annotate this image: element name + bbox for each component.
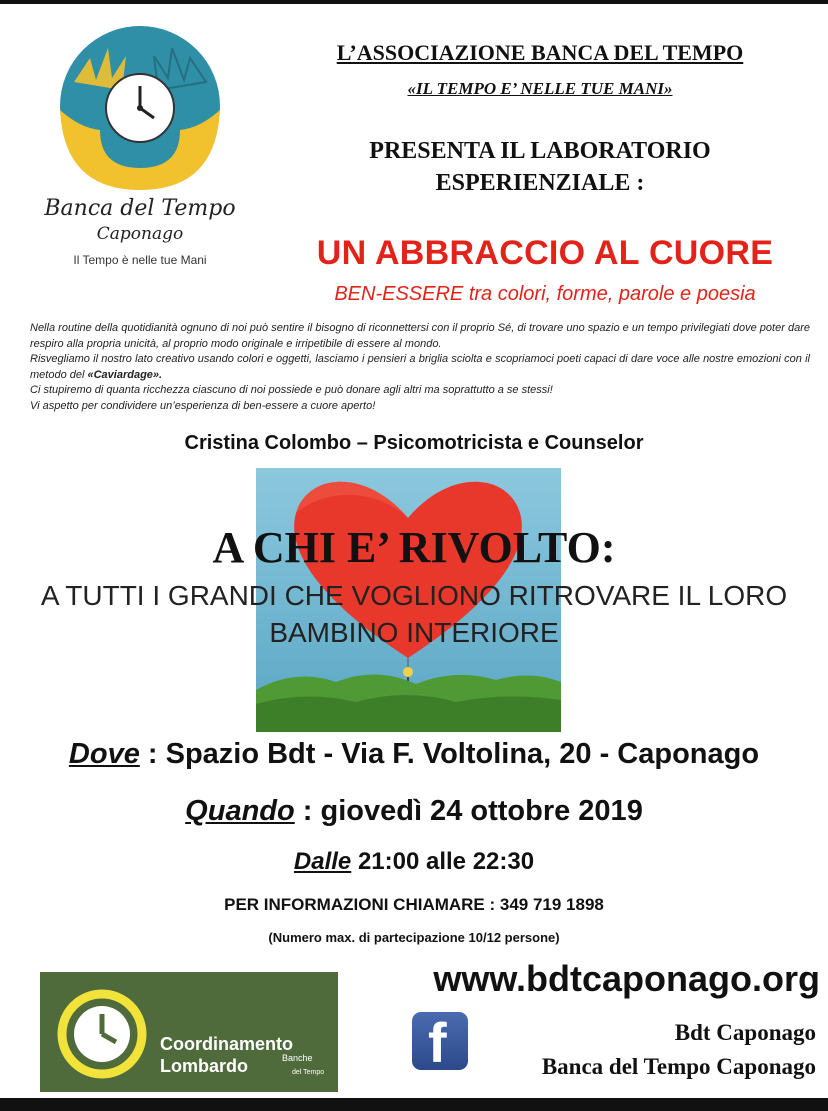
target-audience-line: A TUTTI I GRANDI CHE VOGLIONO RITROVARE IL LORO [40,580,788,611]
location-info [0,738,828,771]
time-info [0,848,828,876]
presents-heading: PRESENTA IL LABORATORIO [369,138,711,164]
where-value: : Spazio Bdt - Via F. Voltolina, 20 - Caponago [139,738,760,770]
facebook-icon[interactable] [412,1011,468,1074]
caviardage-term: «Caviardage». [87,368,163,381]
facebook-letter: f [428,1011,447,1074]
description-paragraph: Ci stupiremo di quanta ricchezza ciascuno di noi possiede e può donare agli altri ma soprattutto a se stessi! [30,384,553,396]
lab-type-heading: ESPERIENZIALE : [435,170,645,196]
description-text: Risvegliamo il nostro lato creativo usando colori e oggetti, lasciamo i pensieri a briglia sciolta e scopriamoci poeti capaci di dare voce alle nostre emozioni con il metodo del [30,353,810,381]
where-label: Dove [68,738,140,770]
coord-small-text: Banche [282,1053,313,1063]
event-description [30,321,810,414]
coord-text: Lombardo [160,1056,248,1076]
facilitator-name: Cristina Colombo – Psicomotricista e Counselor [184,432,644,454]
description-paragraph: Nella routine della quotidianità ognuno di noi può sentire il bisogno di riconnettersi con il proprio Sé, di trovare uno spazio e un tempo privilegiati dove poter dare respiro alla propria unicità, al proprio modo originale e irripetibile di essere al mondo. [30,322,810,350]
date-info [0,795,828,828]
description-paragraph: Vi aspetto per condividere un’esperienza di ben-essere a cuore aperto! [30,399,376,412]
association-heading: L’ASSOCIAZIONE BANCA DEL TEMPO [336,40,744,65]
facebook-page-name: Bdt Caponago [674,1020,816,1045]
max-participants: (Numero max. di partecipazione 10/12 persone) [268,930,560,945]
when-value: : giovedì 24 ottobre 2019 [294,795,643,827]
hands-clock-icon [30,18,250,198]
clock-icon [52,982,152,1082]
target-heading: A CHI E’ RIVOLTO: [212,523,616,572]
event-subtitle: BEN-ESSERE tra colori, forme, parole e poesia [334,283,756,305]
logo-town: Caponago [96,224,184,244]
association-motto: «IL TEMPO E’ NELLE TUE MANI» [407,79,673,98]
logo-name: Banca del Tempo [44,196,236,221]
top-border [0,0,828,4]
banca-del-tempo-logo [30,18,250,288]
description-paragraph [30,352,810,383]
contact-phone: PER INFORMAZIONI CHIAMARE : 349 719 1898 [224,895,604,914]
time-label: Dalle [293,848,352,875]
coord-small-text: del Tempo [292,1069,325,1076]
coordinamento-lombardo-logo [40,972,338,1092]
coord-text: Coordinamento [160,1034,293,1054]
bottom-border [0,1098,828,1111]
target-audience-line: BAMBINO INTERIORE [269,617,559,648]
time-value: 21:00 alle 22:30 [351,848,535,875]
website-link[interactable]: www.bdtcaponago.org [433,958,820,999]
logo-tagline: Il Tempo è nelle tue Mani [73,253,207,267]
facebook-page-full-name: Banca del Tempo Caponago [541,1054,816,1079]
event-title: UN ABBRACCIO AL CUORE [316,234,774,272]
when-label: Quando [185,795,295,827]
